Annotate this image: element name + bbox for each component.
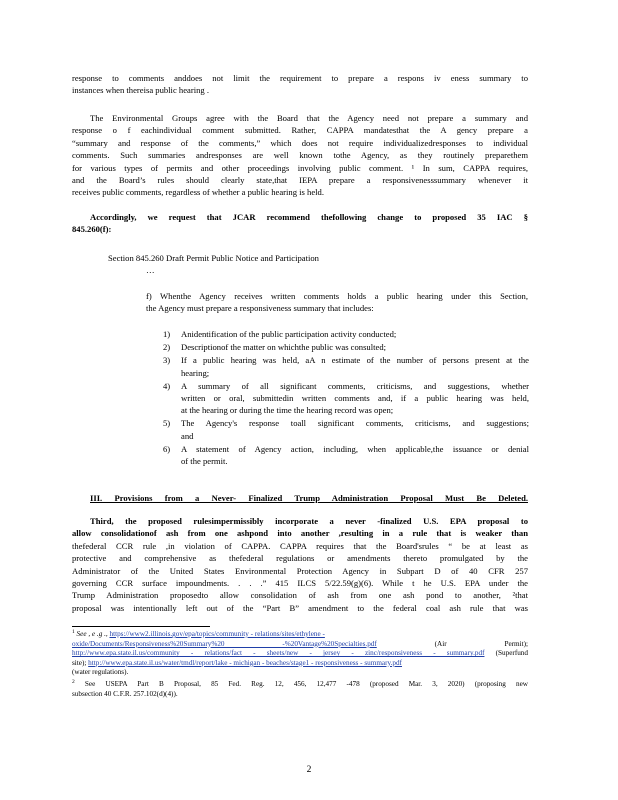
list-item-text: Descriptionof the matter on whichthe public was consulted; [181, 342, 387, 353]
list-item [163, 380, 529, 417]
text-line: and the Board’s rules should clearly state,that IEPA prepare a responsivenesssummary whenever it [72, 175, 528, 186]
list-item-text: written or oral, submittedin written comments and, if a public hearing was held, [181, 393, 529, 404]
text-line: Third, the proposed rulesimpermissibly incorporate a never -finalized U.S. EPA proposal to [90, 516, 528, 526]
footnote-link[interactable]: http://www.epa.state.il.us/water/tmdl/report/lake - michigan - beaches/stage1 - responsiveness - summary.pdf [88, 658, 403, 667]
subsection-f [146, 290, 528, 315]
footnote-mark: 2 [72, 679, 75, 685]
footnote-1 [72, 630, 528, 678]
footnote-line: subsection 40 C.F.R. 257.102(d)(4)). [72, 689, 178, 698]
list-item-text: A statement of Agency action, including, when applicable,the issuance or denial [181, 443, 529, 454]
footnote-intro: See , e .g ., [74, 630, 110, 638]
text-line: f) Whenthe Agency receives written comments holds a public hearing under this Section, [146, 291, 528, 301]
list-item [163, 328, 529, 340]
paragraph-third [72, 515, 528, 614]
list-number: 1) [163, 329, 171, 339]
text-line: instances when thereisa public hearing . [72, 85, 209, 96]
requirements-list [163, 328, 529, 468]
footnote-text: (Superfund [495, 649, 528, 658]
section-title: Section 845.260 Draft Permit Public Notice and Participation [108, 253, 319, 263]
text-line: response to comments anddoes not limit the requirement to prepare a respons iv eness summary to [72, 73, 528, 83]
text-line: for various types of permits and other proceedings involving public comment. ¹ In sum, CAPPA requires, [72, 162, 528, 173]
list-item [163, 354, 529, 378]
page-number: 2 [306, 765, 312, 775]
footnote-link[interactable]: http://www.epa.state.il.us/community - relations/fact - sheets/new - jersey - zinc/responsiveness - summary.pdf [72, 649, 485, 658]
section-iii-heading [90, 492, 528, 504]
list-number: 4) [163, 380, 171, 391]
list-item-text: A summary of all significant comments, criticisms, and suggestions, whether [181, 380, 529, 391]
list-number: 3) [163, 355, 171, 366]
list-item [163, 443, 529, 467]
list-number: 5) [163, 418, 171, 429]
text-line: Accordingly, we request that JCAR recommend thefollowing change to proposed 35 IAC § [90, 212, 528, 222]
list-item-text: The Agency's response toall significant comments, criticisms, and suggestions; [181, 418, 529, 429]
footnote-line [72, 659, 528, 669]
text-line: proposal was intentionally left out of the “Part B” amendment to the federal coal ash rule that was [72, 602, 528, 613]
list-item-text: If a public hearing was held, aA n estimate of the number of persons present at the [181, 355, 529, 366]
section-heading [108, 252, 528, 277]
footnote-line [72, 630, 528, 640]
text-line: thefederal CCR rule ,in violation of CAPPA. CAPPA requires that the Board'srules “ be at least as [72, 540, 528, 551]
paragraph-continuation [72, 72, 528, 97]
text-line: The Environmental Groups agree with the Board that the Agency need not prepare a summary and [90, 113, 528, 123]
paragraph-environmental-groups [72, 112, 528, 199]
list-item-text: at the hearing or during the time the hearing record was open; [181, 405, 394, 416]
footnote-mark: 1 [72, 629, 75, 635]
list-item [163, 417, 529, 441]
text-line: 845.260(f): [72, 224, 112, 235]
text-line: Trump Administration proposedto allow consolidation of ash from one ash pond to another, ²that [72, 590, 528, 601]
footnote-line [72, 680, 528, 690]
list-item [163, 341, 529, 353]
text-line: governing CCR surface impoundments. . . .” 415 ILCS 5/22.59(g)(6). While t he U.S. EPA under the [72, 578, 528, 589]
list-item-text: Anidentification of the public participation activity conducted; [181, 329, 397, 339]
footnote-text: site); [72, 658, 89, 667]
text-line: response o f eachindividual comment submitted. Rather, CAPPA mandatesthat the A gency prepare a [72, 125, 528, 136]
text-line: comments. Such summaries andresponses are well known tothe Agency, as they routinely preparethem [72, 150, 528, 161]
footnote-link[interactable]: oxide/Documents/Responsiveness%20Summary%20 -%20Vantage%20Specialties.pdf [72, 639, 377, 648]
footnote-separator [72, 626, 210, 627]
footnote-2 [72, 680, 528, 699]
ellipsis: … [146, 265, 155, 276]
list-item-text: hearing; [181, 367, 210, 378]
footnote-text: (Air Permit); [434, 639, 529, 648]
footnote-line: (water regulations). [72, 668, 129, 677]
text-line: Administrator of the United States Environmental Protection Agency in Subpart D of 40 CFR 257 [72, 565, 528, 576]
text-line: receives public comments, regardless of whether a public hearing is held. [72, 187, 324, 198]
list-number: 2) [163, 342, 171, 353]
footnote-line [72, 640, 528, 650]
section-iii-title: III. Provisions from a Never- Finalized Trump Administration Proposal Must Be Deleted. [90, 493, 528, 503]
footnote-link[interactable]: https://www2.illinois.gov/epa/topics/community - relations/sites/ethylene - [109, 630, 325, 638]
footnote-text: See USEPA Part B Proposal, 85 Fed. Reg. 12, 456, 12,477 -478 (proposed Mar. 3, 2020) (proposing new [74, 680, 528, 688]
list-item-text: and [181, 430, 194, 441]
text-line: “summary and response of the comments,” which does not require individualizedresponses to individual [72, 137, 528, 148]
paragraph-request [72, 211, 528, 236]
footnote-line [72, 649, 528, 659]
text-line: allow consolidationof ash from one ashpond into another ,resulting in a rule that is weaker than [72, 528, 528, 539]
list-number: 6) [163, 443, 171, 454]
list-item-text: of the permit. [181, 456, 228, 467]
text-line: protective and comprehensive as thefederal regulations or amendments thereto promulgated by the [72, 553, 528, 564]
text-line: the Agency must prepare a responsiveness summary that includes: [146, 303, 374, 314]
